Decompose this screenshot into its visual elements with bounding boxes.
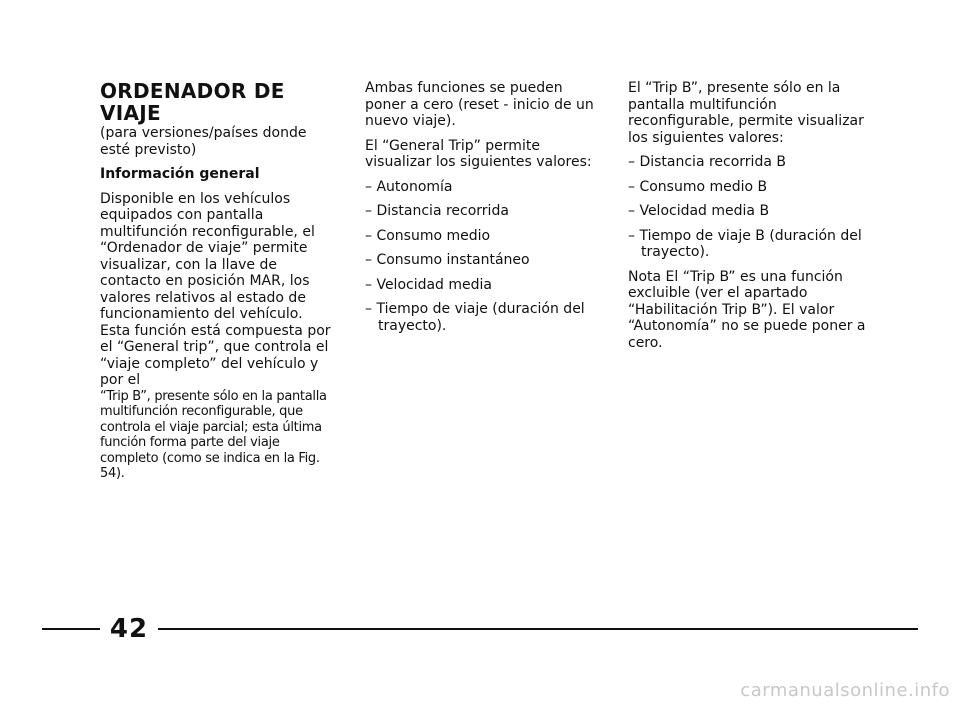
- subsection-heading: Información general: [100, 166, 260, 182]
- general-trip-intro: El “General Trip” permite visualizar los siguientes valores:: [365, 137, 592, 170]
- reset-paragraph: Ambas funciones se pueden poner a cero (reset - inicio de un nuevo viaje).: [365, 80, 594, 129]
- list-item: – Tiempo de viaje B (duración del trayecto).: [628, 227, 862, 260]
- list-item: – Autonomía: [365, 178, 453, 195]
- general-info-paragraph: Disponible en los vehículos equipados con pantalla multifunción reconfigurable, el “Ordenador de viaje” permite visualizar, con la llave de contacto en posición MAR, los valores relativos al estado de funcionamiento del vehículo. Esta función está compuesta por el “General trip”, que controla el “viaje completo” del vehículo y por el: [100, 190, 331, 388]
- list-item: – Tiempo de viaje (duración del trayecto).: [365, 301, 585, 334]
- trip-b-intro: El “Trip B”, presente sólo en la pantalla multifunción reconfigurable, permite visualizar los siguientes valores:: [628, 80, 864, 146]
- section-subtitle: (para versiones/países donde esté previsto): [100, 125, 307, 158]
- watermark: carmanualsonline.info: [740, 680, 950, 701]
- page-number: 42: [109, 614, 149, 644]
- list-item: – Velocidad media: [365, 276, 493, 293]
- middle-column: [365, 80, 600, 342]
- section-title: ORDENADOR DE VIAJE: [100, 79, 285, 125]
- right-column: [628, 80, 868, 359]
- general-info-paragraph-continued: “Trip B”, presente sólo en la pantalla multifunción reconfigurable, que controla el viaje parcial; esta última función forma parte del viaje completo (como se indica en la Fig. 54).: [100, 388, 327, 481]
- list-item: – Velocidad media B: [628, 203, 770, 219]
- left-column: [100, 80, 332, 490]
- list-item: – Distancia recorrida B: [628, 154, 786, 170]
- list-item: – Consumo medio: [365, 227, 491, 244]
- note-paragraph: Nota El “Trip B” es una función excluible (ver el apartado “Habilitación Trip B”). El valor “Autonomía” no se puede poner a cero.: [628, 268, 866, 351]
- footer-rule-right: [158, 628, 918, 630]
- list-item: – Consumo instantáneo: [365, 252, 530, 268]
- list-item: – Distancia recorrida: [365, 203, 509, 219]
- footer-rule-left: [42, 628, 100, 630]
- list-item: – Consumo medio B: [628, 178, 768, 195]
